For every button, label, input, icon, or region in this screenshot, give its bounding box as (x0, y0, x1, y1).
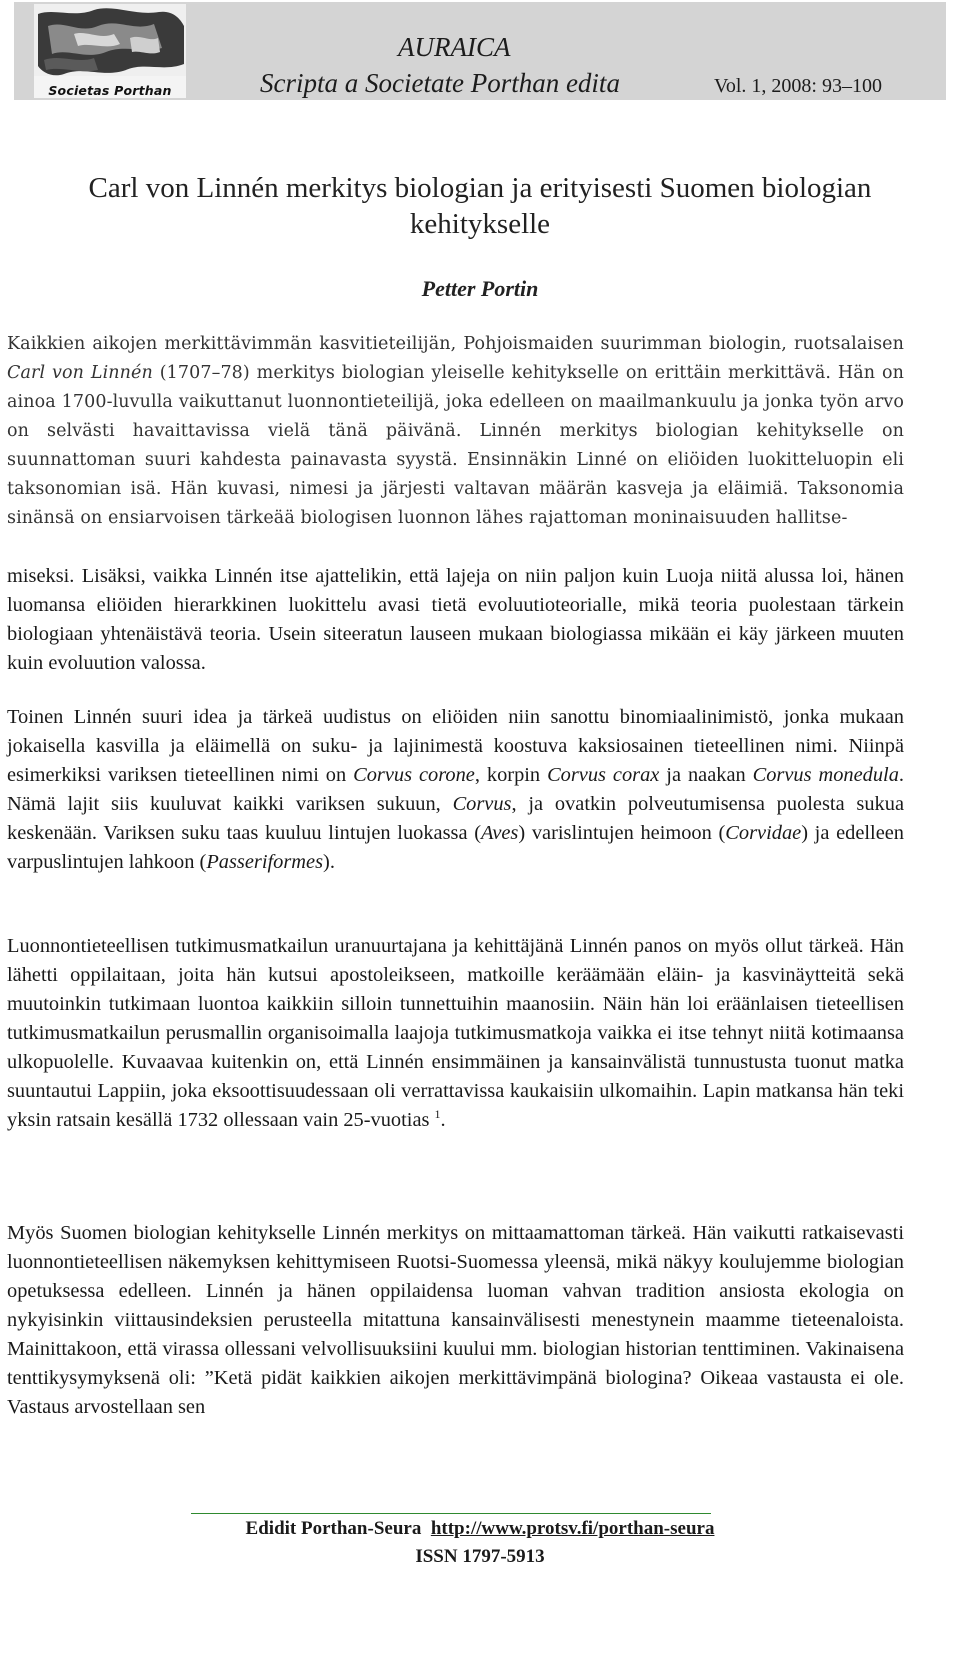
logo-text: Societas Porthan (48, 83, 172, 98)
class-name: Aves (480, 822, 519, 844)
volume-info: Vol. 1, 2008: 93–100 (714, 75, 882, 97)
text-segment: , korpin (474, 764, 548, 786)
abstract-text: Kaikkien aikojen merkittävimmän kasvitieteilijän, Pohjoismaiden suurimman biologin, ruotsalaisen (7, 334, 904, 354)
species-name: Corvus corone (353, 764, 475, 786)
order-name: Passeriformes (206, 851, 324, 873)
author-name: Petter Portin (421, 276, 539, 301)
abstract-text-cont: (1707–78) merkitys biologian yleiselle kehitykselle on erittäin merkittävä. Hän on ainoa 1700-luvulla vaikuttanut luonnontieteilijä, joka edelleen on maailmankuulu ja jonka työn arvo on selvästi havaittavissa vielä tänä päivänä. Linnén merkitys biologian kehitykselle on suunnattoman suuri kahdesta painavasta syystä. Ensinnäkin Linné on eliöiden luokitteluopin eli taksonomian isä. Hän kuvasi, nimesi ja järjesti valtavan määrän kasveja ja eläimiä. Taksonomia sinänsä on ensiarvoisen tärkeää biologisen luonnon lähes rajattoman moninaisuuden hallitse- (7, 363, 904, 528)
text-segment: ja naakan (659, 764, 753, 786)
footer-issn: ISSN 1797-5913 (415, 1546, 545, 1567)
article-title: Carl von Linnén merkitys biologian ja erityisesti Suomen biologian kehitykselle (88, 172, 872, 240)
footer-rule (191, 1513, 711, 1514)
body-paragraph-4: Myös Suomen biologian kehitykselle Linnén merkitys on mittaamattoman tärkeä. Hän vaikutti ratkaisevasti luonnontieteellisen näkemyksen kehittymiseen Ruotsi-Suomessa yleensä, mikä näkyy koulujemme biologian opetuksessa edelleen. Linnén ja hänen oppilaidensa luoman vahvan tradition ansiosta ekologia on nykyisinkin viittausindeksien perusteella mitattuna kansainvälisesti menestynein maamme tieteenaloista. Mainittakoon, että virassa ollessani velvollisuuksiini kuului mm. biologian historian tenttiminen. Vakinaisena tenttikysymyksenä oli: ”Ketä pidät kaikkien aikojen merkittävimpänä biologina? Oikeaa vastausta ei ole. Vastaus arvostellaan sen (7, 1222, 904, 1418)
body-paragraph-3 (7, 932, 904, 1135)
text-segment: Luonnontieteellisen tutkimusmatkailun uranuurtajana ja kehittäjänä Linnén panos on myös ollut tärkeä. Hän lähetti oppilaitaan, joita hän kutsui apostoleikseen, matkoille keräämään eläin- ja kasvinäytteitä sekä muutoinkin tutkimaan luontoa kaikkiin silloin tunnettuihin maanosiin. Näin hän loi eräänlaisen tieteellisen tutkimusmatkailun perusmallin organisoimalla laajoja tutkimusmatkoja vaikka ei itse tehnyt niitä kotimaansa ulkopuolelle. Kuvaavaa kuitenkin on, että Linnén ensimmäinen ja kansainvälistä tunnustusta tuonut matka suuntautui Lappiin, joka eksoottisuudessaan oli verrattavissa kaukaisiin ulkomaihin. Lapin matkansa hän teki yksin ratsain kesällä 1732 ollessaan vain 25-vuotias (7, 935, 904, 1131)
text-segment: ) ja edelleen varpuslintujen lahkoon ( (7, 822, 904, 873)
body-paragraph-1: miseksi. Lisäksi, vaikka Linnén itse ajattelikin, että lajeja on niin paljon kuin Luoja niitä alussa loi, hänen luomansa eliöiden hierarkkinen luokittelu avasi tietä evoluutioteorialle, mikä teoria puolestaan tärkein biologiaan yhtenäistävä teoria. Usein siteeratun lauseen mukaan biologiassa mikään ei käy järkeen muuten kuin evoluution valossa. (7, 565, 904, 674)
text-segment: ). (323, 851, 335, 873)
footnote-ref[interactable]: 1 (434, 1107, 441, 1121)
journal-subtitle: Scripta a Societate Porthan edita (260, 68, 620, 98)
abstract-name: Carl von Linnén (7, 363, 153, 383)
abstract-paragraph (7, 330, 904, 533)
species-name: Corvus corax (547, 764, 660, 786)
body-paragraph-2 (7, 703, 904, 877)
society-logo (34, 4, 186, 98)
species-name: Corvus monedula (752, 764, 899, 786)
text-segment: . (440, 1109, 446, 1131)
footer-publisher-line (0, 1518, 960, 1540)
text-segment: Toinen Linnén suuri idea ja tärkeä uudistus on eliöiden niin sanottu binomiaalinimistö, jonka mukaan jokaisella kasvilla ja eläimellä on suku- ja lajinimestä koostuva kaksiosainen tieteellinen nimi. Niinpä esimerkiksi variksen tieteellinen nimi on (7, 706, 904, 786)
text-segment: . Nämä lajit siis kuuluvat kaikki variksen sukuun, (7, 764, 905, 815)
genus-name: Corvus (452, 793, 512, 815)
journal-header (14, 2, 946, 100)
journal-title: AURAICA (398, 32, 511, 62)
text-segment: ) varislintujen heimoon ( (518, 822, 726, 844)
family-name: Corvidae (725, 822, 802, 844)
text-segment: , ja ovatkin polveutumisensa puolesta sukua keskenään. Variksen suku taas kuuluu lintujen luokassa ( (7, 793, 904, 844)
footer-url-link[interactable]: http://www.protsv.fi/porthan-seura (430, 1518, 715, 1539)
publisher: Edidit Porthan-Seura (245, 1518, 422, 1539)
